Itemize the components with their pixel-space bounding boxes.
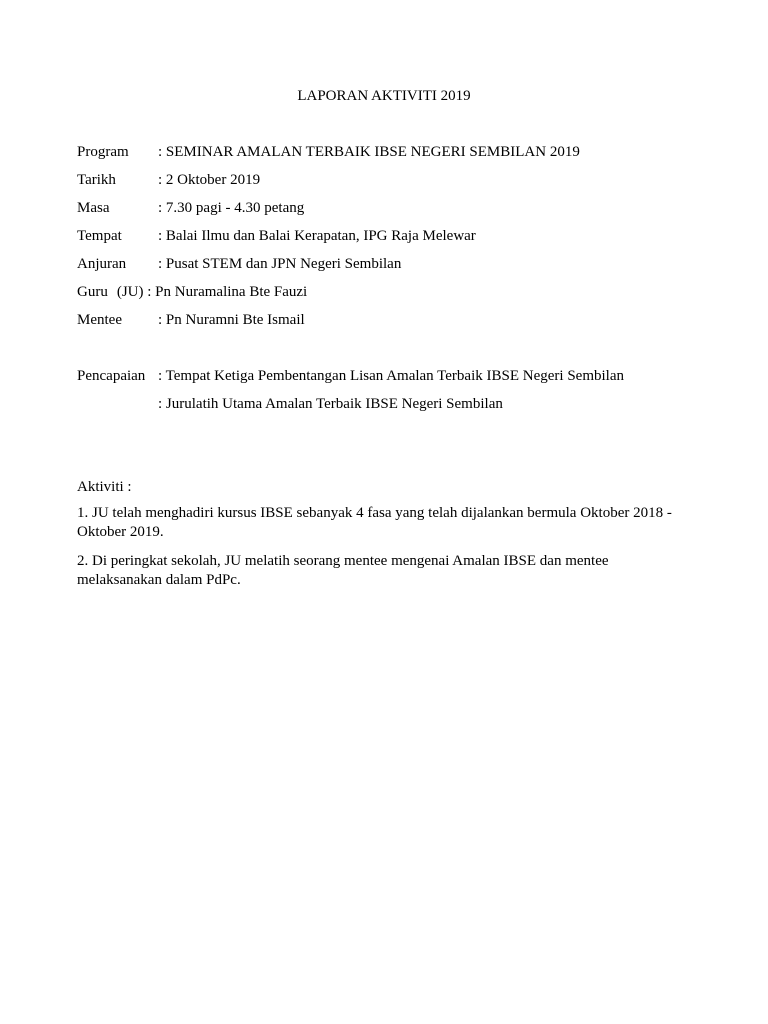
field-value: : Pusat STEM dan JPN Negeri Sembilan — [158, 256, 402, 272]
field-label: Masa — [77, 200, 110, 216]
aktiviti-item: 1. JU telah menghadiri kursus IBSE sebanyak 4 fasa yang telah dijalankan bermula Oktober 2018 - Oktober 2019. — [77, 505, 672, 540]
field-pencapaian-continued — [158, 394, 503, 414]
field-label: Anjuran — [77, 256, 127, 272]
field-sub-label: (JU) — [116, 284, 144, 300]
field-masa — [77, 198, 304, 218]
report-title: LAPORAN AKTIVITI 2019 — [297, 88, 471, 104]
field-value: : Jurulatih Utama Amalan Terbaik IBSE Negeri Sembilan — [158, 396, 503, 412]
field-label: Guru — [77, 284, 108, 300]
field-value: : 2 Oktober 2019 — [158, 172, 261, 188]
field-label: Mentee — [77, 312, 122, 328]
aktiviti-item: 2. Di peringkat sekolah, JU melatih seorang mentee mengenai Amalan IBSE dan mentee melaksanakan dalam PdPc. — [77, 553, 609, 588]
field-value: : SEMINAR AMALAN TERBAIK IBSE NEGERI SEMBILAN 2019 — [158, 144, 580, 160]
field-value: : Pn Nuramalina Bte Fauzi — [147, 284, 308, 300]
field-label: Tarikh — [77, 172, 116, 188]
field-tarikh — [77, 170, 260, 190]
field-value: : Balai Ilmu dan Balai Kerapatan, IPG Raja Melewar — [158, 228, 476, 244]
field-anjuran — [77, 254, 401, 274]
field-label: Tempat — [77, 228, 122, 244]
field-guru — [77, 282, 307, 302]
field-value: : Tempat Ketiga Pembentangan Lisan Amalan Terbaik IBSE Negeri Sembilan — [158, 368, 624, 384]
field-tempat — [77, 226, 476, 246]
field-value: : 7.30 pagi - 4.30 petang — [158, 200, 305, 216]
field-label: Program — [77, 144, 129, 160]
field-pencapaian — [77, 366, 624, 386]
aktiviti-heading: Aktiviti : — [77, 479, 132, 495]
field-mentee — [77, 310, 305, 330]
field-value: : Pn Nuramni Bte Ismail — [158, 312, 305, 328]
field-label: Pencapaian — [77, 368, 146, 384]
field-program — [77, 142, 580, 162]
